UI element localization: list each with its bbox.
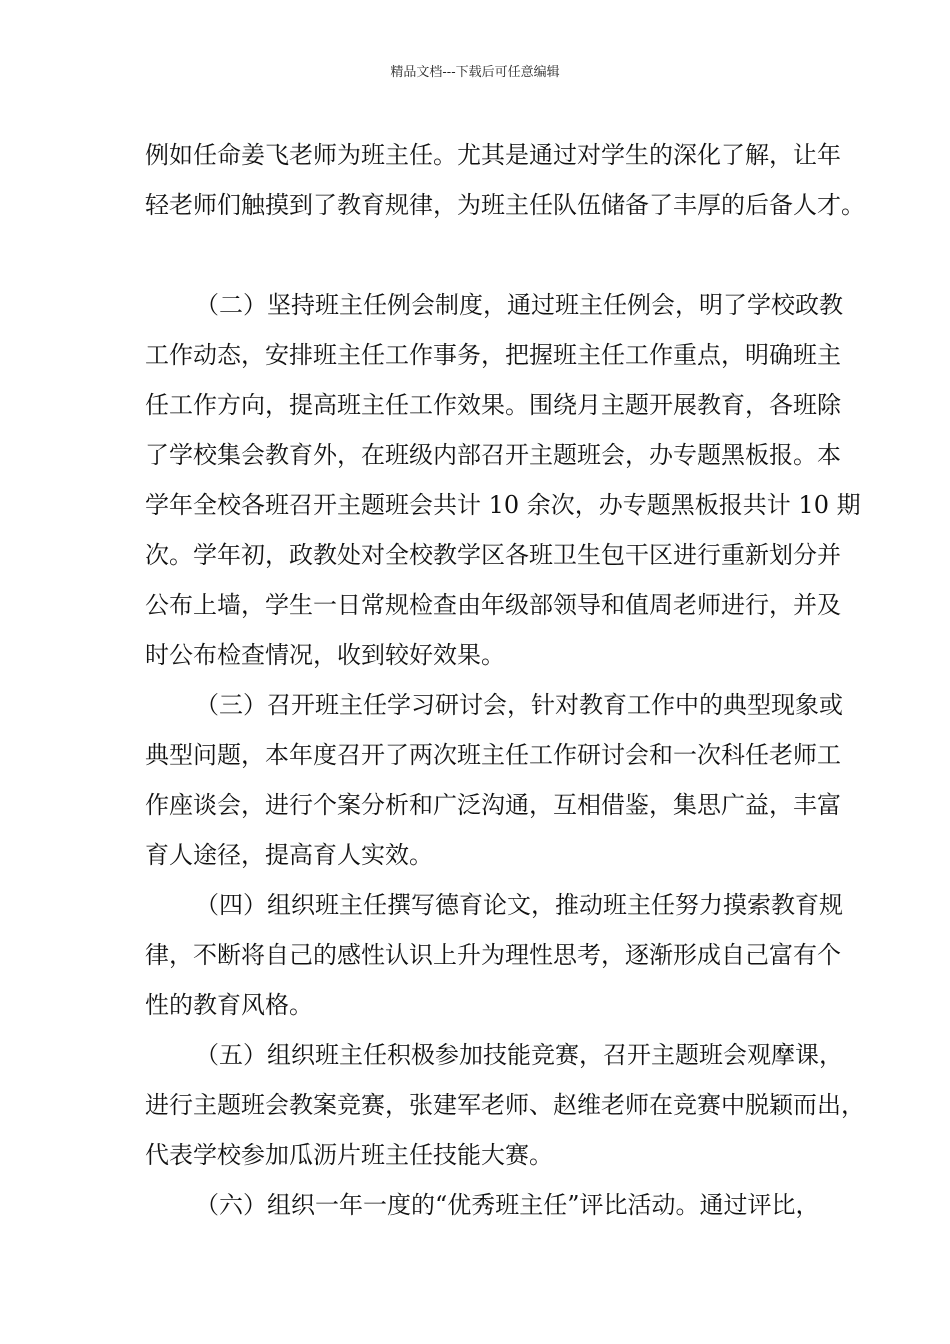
text-line: 轻老师们触摸到了教育规律，为班主任队伍储备了丰厚的后备人才。 xyxy=(145,191,865,219)
document-body xyxy=(145,130,865,1230)
text-line: 性的教育风格。 xyxy=(145,991,313,1019)
page-header: 精品文档---下载后可任意编辑 xyxy=(390,65,560,80)
text-line: （二）坚持班主任例会制度，通过班主任例会，明了学校政教 xyxy=(195,291,843,319)
text-line: 学年全校各班召开主题班会共计 10 余次，办专题黑板报共计 10 期 xyxy=(145,491,861,519)
text-line: （四）组织班主任撰写德育论文，推动班主任努力摸索教育规 xyxy=(195,891,843,919)
text-line: 律，不断将自己的感性认识上升为理性思考，逐渐形成自己富有个 xyxy=(145,941,841,969)
text-line: 例如任命姜飞老师为班主任。尤其是通过对学生的深化了解，让年 xyxy=(145,141,841,169)
text-line: 任工作方向，提高班主任工作效果。围绕月主题开展教育，各班除 xyxy=(145,391,841,419)
text-line: 了学校集会教育外，在班级内部召开主题班会，办专题黑板报。本 xyxy=(145,441,841,469)
text-line: 公布上墙，学生一日常规检查由年级部领导和值周老师进行，并及 xyxy=(145,591,841,619)
text-line: 代表学校参加瓜沥片班主任技能大赛。 xyxy=(145,1141,553,1169)
text-line: 次。学年初，政教处对全校教学区各班卫生包干区进行重新划分并 xyxy=(145,541,841,569)
text-line: 时公布检查情况，收到较好效果。 xyxy=(145,641,505,669)
paragraph-gap xyxy=(145,230,810,280)
text-line: （六）组织一年一度的“优秀班主任”评比活动。通过评比， xyxy=(195,1191,820,1219)
text-line: 进行主题班会教案竞赛，张建军老师、赵维老师在竞赛中脱颖而出， xyxy=(145,1091,865,1119)
text-line: （三）召开班主任学习研讨会，针对教育工作中的典型现象或 xyxy=(195,691,843,719)
text-line: 作座谈会，进行个案分析和广泛沟通，互相借鉴，集思广益，丰富 xyxy=(145,791,841,819)
text-line: （五）组织班主任积极参加技能竞赛，召开主题班会观摩课， xyxy=(195,1041,843,1069)
text-line: 典型问题，本年度召开了两次班主任工作研讨会和一次科任老师工 xyxy=(145,741,841,769)
text-line: 工作动态，安排班主任工作事务，把握班主任工作重点，明确班主 xyxy=(145,341,841,369)
text-line: 育人途径，提高育人实效。 xyxy=(145,841,433,869)
